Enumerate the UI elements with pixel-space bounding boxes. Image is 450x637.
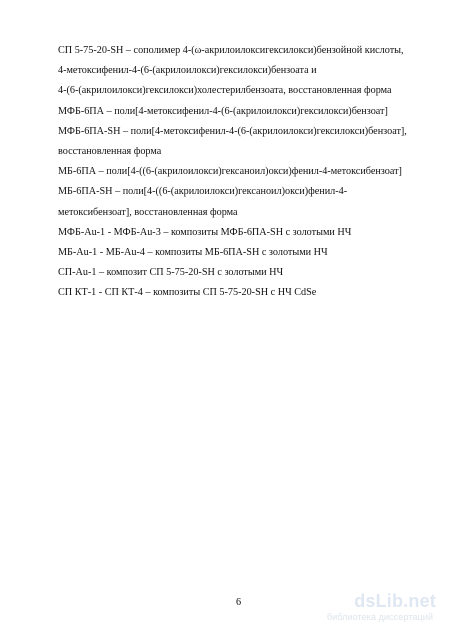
text-line: восстановленная форма bbox=[58, 145, 162, 157]
text-line: МФБ-6ПА – поли[4-метоксифенил-4-(6-(акрилоилокси)гексилокси)бензоат] bbox=[58, 105, 388, 117]
text-line: 4-метоксифенил-4-(6-(акрилоилокси)гексилокси)бензоата и bbox=[58, 65, 317, 77]
text-line: МБ-6ПА-SH – поли[4-((6-(акрилоилокси)гексаноил)окси)фенил-4- bbox=[58, 186, 348, 198]
text-line: СП-Au-1 – композит СП 5-75-20-SH с золотыми НЧ bbox=[58, 267, 284, 279]
text-line: метоксибензоат], восстановленная форма bbox=[58, 206, 238, 218]
text-line: СП КТ-1 - СП КТ-4 – композиты СП 5-75-20-SH с НЧ CdSe bbox=[58, 287, 317, 299]
watermark-subtitle: библиотека диссертаций bbox=[326, 612, 433, 622]
text-line: МФБ-6ПА-SH – поли[4-метоксифенил-4-(6-(акрилоилокси)гексилокси)бензоат], bbox=[58, 125, 407, 137]
page-number: 6 bbox=[236, 597, 242, 608]
watermark bbox=[316, 590, 436, 626]
abbreviation-list bbox=[58, 41, 418, 303]
text-line: 4-(6-(акрилоилокси)гексилокси)холестерилбензоата, восстановленная форма bbox=[58, 85, 392, 97]
text-line: СП 5-75-20-SH – сополимер 4-(ω-акрилоилоксигексилокси)бензойной кислоты, bbox=[58, 45, 404, 56]
text-line: МБ-Au-1 - МБ-Au-4 – композиты МБ-6ПА-SH с золотыми НЧ bbox=[58, 246, 328, 258]
watermark-logo: dsLib.net bbox=[354, 591, 436, 611]
text-line: МБ-6ПА – поли[4-((6-(акрилоилокси)гексаноил)окси)фенил-4-метоксибензоат] bbox=[58, 166, 402, 178]
text-line: МФБ-Au-1 - МФБ-Au-3 – композиты МФБ-6ПА-SH с золотыми НЧ bbox=[58, 226, 352, 238]
